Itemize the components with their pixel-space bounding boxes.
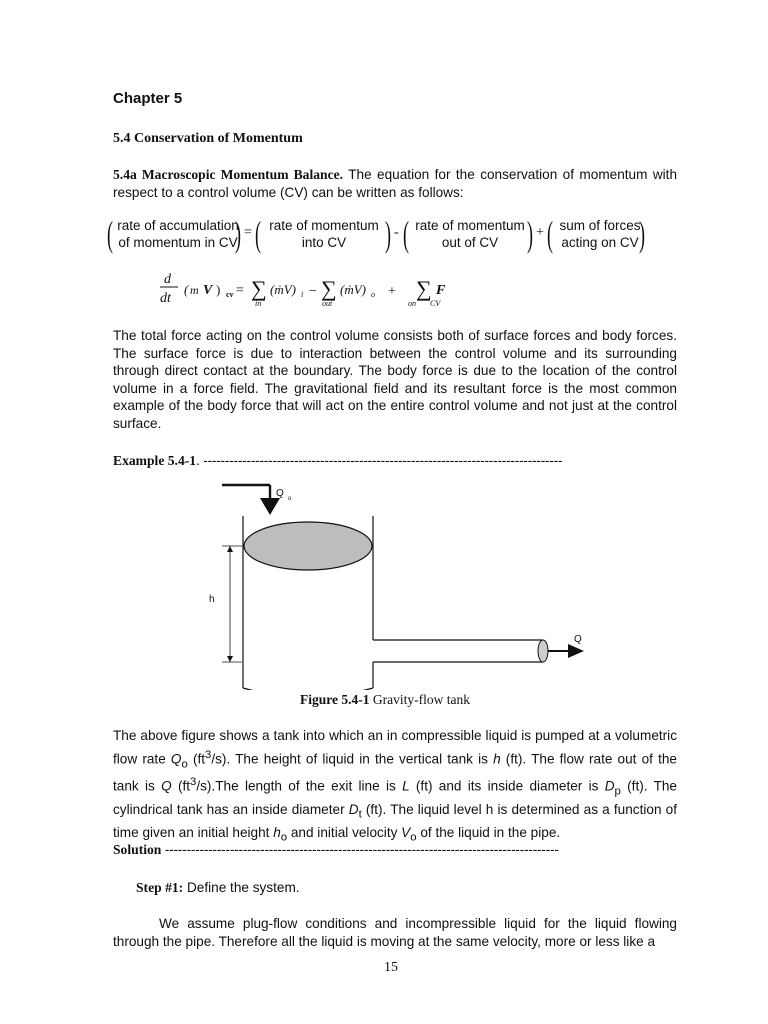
solution-label: Solution <box>113 842 162 857</box>
svg-text:CV: CV <box>430 299 441 308</box>
intro-text: The equation for the conservation of momentum with respect to a control volume (CV) can be written as follows: <box>113 167 678 200</box>
svg-text:o: o <box>371 290 375 299</box>
svg-text:out: out <box>322 299 333 308</box>
tank-bottom <box>243 688 373 690</box>
chapter-heading: Chapter 5 <box>113 90 183 107</box>
symbol-L: L <box>402 778 410 794</box>
text-run: (ft <box>187 751 206 767</box>
symbol-sub: t <box>358 808 362 821</box>
eq-term-line: sum of forces <box>559 218 641 233</box>
inflow-label-sub: o <box>288 496 292 502</box>
svg-text:∑: ∑ <box>251 276 267 301</box>
eq-term-out <box>410 217 530 251</box>
solution-dashes: ------------------------------------------------------------------------------------------- <box>161 842 559 857</box>
figure-caption-label: Figure 5.4-1 <box>300 692 370 707</box>
solution-heading <box>113 841 677 859</box>
text-run: (ft) and its inside diameter is <box>409 778 605 794</box>
svg-text:in: in <box>255 299 262 308</box>
symbol-h: h <box>273 825 281 841</box>
eq-plus: + <box>536 225 544 240</box>
eq-term-line: rate of momentum <box>269 218 379 233</box>
text-run: The above figure shows a tank into which an in compressible liquid is pumped at a volumetric flow rate <box>113 728 677 767</box>
svg-text:(ṁV): (ṁV) <box>340 282 366 297</box>
eq-minus: - <box>394 225 399 240</box>
step-1-text: Define the system. <box>183 880 300 895</box>
eq-term-line: acting on CV <box>561 235 639 250</box>
page-number: 15 <box>384 960 398 975</box>
word-equation <box>107 214 670 258</box>
example-dashes: . ----------------------------------------------------------------------------------- <box>196 453 563 468</box>
svg-text:(ṁV): (ṁV) <box>270 282 296 297</box>
text-run: (ft <box>171 778 191 794</box>
inflow-arrow-icon <box>260 498 280 515</box>
superscript: 3 <box>205 748 212 761</box>
text-run: and initial velocity <box>287 825 402 841</box>
eq-term-line: of momentum in CV <box>118 235 238 250</box>
text-run: (ft). The flow rate out of the tank is <box>113 751 677 794</box>
text-run: /s).The length of the exit line is <box>196 778 403 794</box>
eq-term-forces <box>554 214 646 254</box>
paren-close: ) <box>235 214 241 254</box>
svg-text:i: i <box>301 290 304 299</box>
eq-term-line: rate of momentum <box>415 218 525 233</box>
step-1 <box>136 879 676 897</box>
svg-text:∑: ∑ <box>416 276 432 301</box>
eq-term-line: into CV <box>301 235 347 250</box>
symbol-D: D <box>348 802 359 817</box>
svg-text:∑: ∑ <box>321 276 337 301</box>
height-label: h <box>209 594 215 605</box>
text-run: (ft). The liquid level h is determined as a function of time given an initial height <box>113 802 677 841</box>
svg-text:dt: dt <box>160 291 171 306</box>
paragraph-problem <box>113 727 677 847</box>
outflow-label: Q <box>574 634 582 645</box>
text-run: of the liquid in the pipe. <box>416 825 561 841</box>
svg-text:on: on <box>408 299 416 308</box>
subsection-title: 5.4a Macroscopic Momentum Balance. <box>113 167 344 182</box>
step-1-label: Step #1: <box>136 880 184 895</box>
paren-close: ) <box>527 214 533 254</box>
section-heading: 5.4 Conservation of Momentum <box>113 131 303 146</box>
svg-text:(: ( <box>184 282 189 297</box>
svg-text:=: = <box>236 283 244 298</box>
paragraph-plug-flow: We assume plug-flow conditions and incompressible liquid for the liquid flowing through the pipe. Therefore all the liquid is moving at the same velocity, more or less like a <box>113 916 677 949</box>
symbol-Q: Q <box>170 751 182 767</box>
example-heading <box>113 452 677 470</box>
symbol-sub: o <box>181 757 188 770</box>
symbol-Q: Q <box>161 778 172 794</box>
inflow-label: Q <box>276 488 284 499</box>
svg-text:cv: cv <box>226 290 234 299</box>
outflow-arrow-icon <box>568 644 584 658</box>
eq-term-line: out of CV <box>441 235 499 250</box>
liquid-surface <box>244 522 372 570</box>
example-label: Example 5.4-1 <box>113 453 197 468</box>
eq-term-accumulation <box>116 214 241 254</box>
paren-close: ) <box>639 214 645 254</box>
text-run: (ft). The cylindrical tank has an inside diameter <box>113 778 677 817</box>
svg-text:m: m <box>190 283 199 297</box>
paren-close: ) <box>385 214 391 254</box>
symbol-h: h <box>493 751 501 767</box>
superscript: 3 <box>190 776 197 789</box>
symbol-D: D <box>604 778 615 794</box>
symbol-sub: o <box>280 831 288 844</box>
momentum-equation-formula <box>158 268 498 308</box>
svg-text:d: d <box>164 272 171 287</box>
paren-open: ( <box>547 214 553 254</box>
paren-open: ( <box>107 214 113 254</box>
svg-text:F: F <box>436 283 446 298</box>
paren-open: ( <box>255 214 261 254</box>
svg-text:−: − <box>309 284 317 299</box>
svg-text:): ) <box>216 282 221 297</box>
eq-term-line: rate of accumulation <box>117 218 239 233</box>
eq-equals: = <box>244 225 252 240</box>
symbol-sub: p <box>614 785 621 798</box>
exit-pipe-end <box>538 640 548 662</box>
symbol-sub: o <box>410 831 417 844</box>
text-run: /s). The height of liquid in the vertical tank is <box>211 751 494 767</box>
figure-caption-text: Gravity-flow tank <box>369 692 470 707</box>
gravity-flow-tank-figure <box>200 478 600 690</box>
svg-text:+: + <box>388 284 396 299</box>
paren-open: ( <box>403 214 409 254</box>
svg-text:V: V <box>203 283 213 298</box>
intro-paragraph <box>113 166 677 201</box>
paragraph-forces: The total force acting on the control volume consists both of surface forces and body forces. The surface force is due to interaction between the control volume and its surrounding through direct contact at the boundary. The body force is due to the location of the control volume in a force field. The gravitational field and its resultant force is the most common example of the body force that will act on the entire control volume and not just at the control surface. <box>113 328 677 431</box>
symbol-V: V <box>401 825 411 841</box>
eq-term-in <box>264 217 384 251</box>
figure-caption <box>300 692 470 708</box>
